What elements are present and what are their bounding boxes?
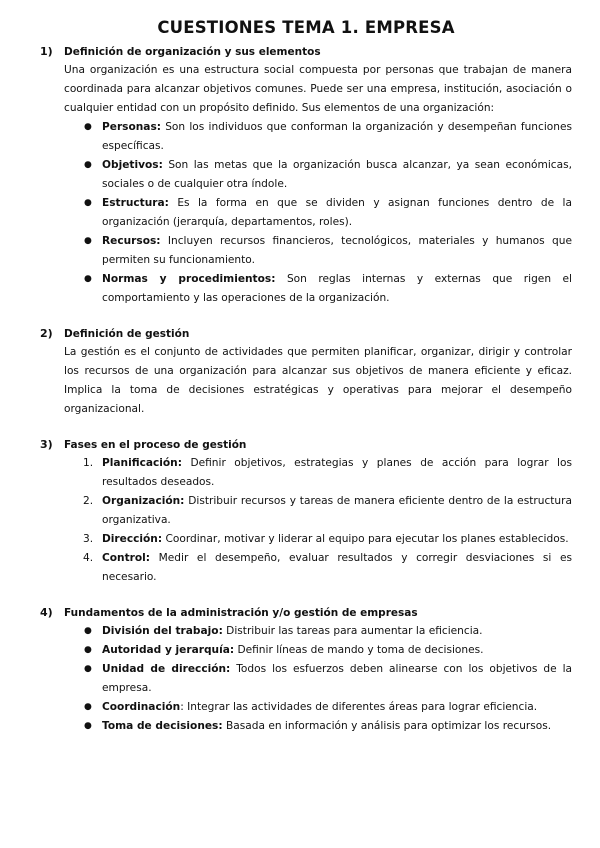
item-number: 1. — [83, 457, 94, 469]
bullet-icon: ● — [84, 721, 92, 731]
item-term: Organización: — [102, 495, 185, 507]
section-number: 4) — [40, 606, 53, 619]
item-text: Distribuir recursos y tareas de manera eficiente dentro de la estructura organizativa. — [102, 495, 572, 526]
bullet-icon: ● — [84, 274, 92, 284]
section-title: Definición de organización y sus elementos — [64, 46, 321, 58]
bullet-icon: ● — [84, 160, 92, 170]
section-title: Definición de gestión — [64, 328, 190, 340]
list-item — [40, 232, 572, 270]
item-term: Objetivos: — [102, 159, 163, 171]
section-number: 1) — [40, 45, 53, 58]
item-term: Normas y procedimientos: — [102, 273, 276, 285]
item-term: Dirección: — [102, 533, 163, 545]
section-number: 2) — [40, 327, 53, 340]
bullet-icon: ● — [84, 664, 92, 674]
list-item — [40, 530, 572, 549]
item-term: Unidad de dirección: — [102, 663, 231, 675]
list-item — [40, 622, 572, 641]
item-text: Definir líneas de mando y toma de decisiones. — [234, 644, 484, 656]
item-term: Autoridad y jerarquía: — [102, 644, 235, 656]
list-item — [40, 549, 572, 587]
section-paragraph: La gestión es el conjunto de actividades que permiten planificar, organizar, dirigir y controlar los recursos de una organización para alcanzar sus objetivos de manera eficiente y eficaz. Implica la toma de decisiones estratégicas y operativas para mejorar el desempeño organizacional. — [64, 346, 572, 415]
section-heading — [40, 327, 572, 340]
item-text: Incluyen recursos financieros, tecnológicos, materiales y humanos que permiten su funcionamiento. — [102, 235, 572, 266]
item-text: Coordinar, motivar y liderar al equipo para ejecutar los planes establecidos. — [162, 533, 569, 545]
bullet-list — [40, 118, 572, 308]
list-item — [40, 118, 572, 156]
item-term: Coordinación — [102, 701, 181, 713]
item-term: Planificación: — [102, 457, 182, 469]
item-number: 4. — [83, 552, 94, 564]
item-text: : Integrar las actividades de diferentes áreas para lograr eficiencia. — [180, 701, 538, 713]
page-title: CUESTIONES TEMA 1. EMPRESA — [157, 18, 455, 37]
list-item — [40, 717, 572, 736]
bullet-icon: ● — [84, 626, 92, 636]
bullet-list — [40, 622, 572, 736]
item-term: Estructura: — [102, 197, 169, 209]
item-term: Personas: — [102, 121, 161, 133]
section-title: Fundamentos de la administración y/o gestión de empresas — [64, 607, 418, 619]
item-text: Es la forma en que se dividen y asignan funciones dentro de la organización (jerarquía, departamentos, roles). — [102, 197, 572, 228]
item-number: 2. — [83, 495, 94, 507]
item-text: Definir objetivos, estrategias y planes de acción para lograr los resultados deseados. — [102, 457, 572, 488]
section-heading — [40, 606, 572, 619]
list-item — [40, 492, 572, 530]
list-item — [40, 454, 572, 492]
section-organizacion — [40, 45, 572, 308]
item-term: Toma de decisiones: — [102, 720, 223, 732]
item-text: Son los individuos que conforman la organización y desempeñan funciones específicas. — [102, 121, 572, 152]
section-number: 3) — [40, 438, 53, 451]
section-gestion — [40, 327, 572, 419]
list-item — [40, 156, 572, 194]
bullet-icon: ● — [84, 198, 92, 208]
item-text: Medir el desempeño, evaluar resultados y corregir desviaciones si es necesario. — [102, 552, 572, 583]
section-title: Fases en el proceso de gestión — [64, 439, 247, 451]
item-text: Son reglas internas y externas que rigen el comportamiento y las operaciones de la organización. — [102, 273, 572, 304]
section-heading — [40, 45, 572, 58]
section-paragraph: Una organización es una estructura social compuesta por personas que trabajan de manera coordinada para alcanzar objetivos comunes. Puede ser una empresa, institución, asociación o cualquier entidad con un propósito definido. Sus elementos de una organización: — [64, 64, 572, 114]
item-text: Todos los esfuerzos deben alinearse con los objetivos de la empresa. — [102, 663, 572, 694]
section-fundamentos — [40, 606, 572, 736]
list-item — [40, 641, 572, 660]
bullet-icon: ● — [84, 702, 92, 712]
section-heading — [40, 438, 572, 451]
bullet-icon: ● — [84, 122, 92, 132]
list-item — [40, 270, 572, 308]
item-term: División del trabajo: — [102, 625, 223, 637]
numbered-list — [40, 454, 572, 587]
bullet-icon: ● — [84, 236, 92, 246]
bullet-icon: ● — [84, 645, 92, 655]
item-text: Basada en información y análisis para optimizar los recursos. — [222, 720, 552, 732]
item-number: 3. — [83, 533, 94, 545]
item-term: Recursos: — [102, 235, 161, 247]
list-item — [40, 194, 572, 232]
section-fases — [40, 438, 572, 587]
item-text: Distribuir las tareas para aumentar la eficiencia. — [222, 625, 483, 637]
item-term: Control: — [102, 552, 151, 564]
item-text: Son las metas que la organización busca alcanzar, ya sean económicas, sociales o de cualquier otra índole. — [102, 159, 572, 190]
list-item — [40, 660, 572, 698]
list-item — [40, 698, 572, 717]
